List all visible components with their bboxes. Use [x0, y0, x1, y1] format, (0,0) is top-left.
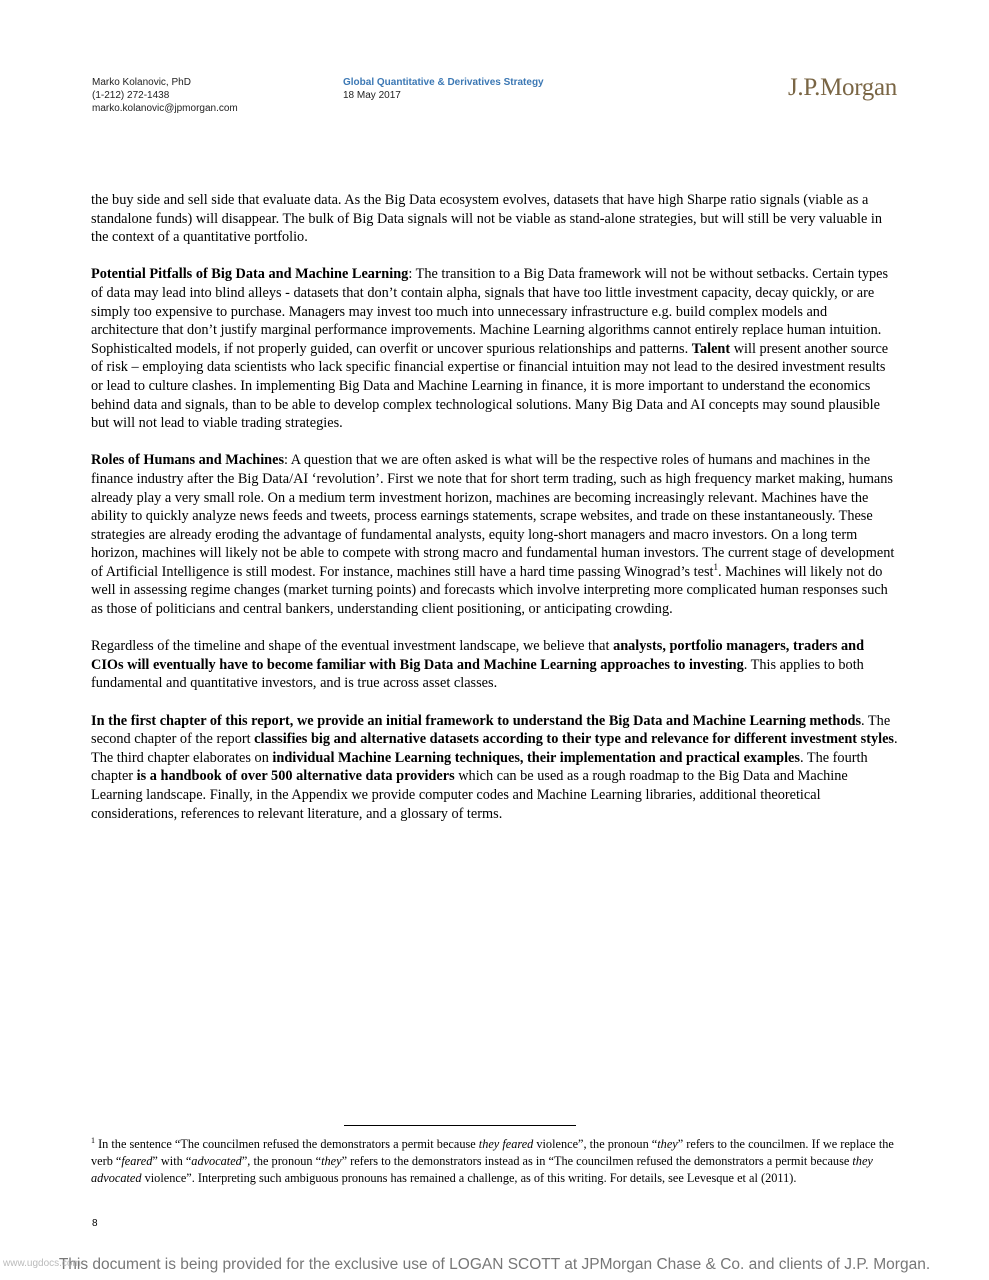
roles-heading: Roles of Humans and Machines: [91, 452, 285, 469]
page-number: 8: [92, 1218, 98, 1229]
paragraph-chapters: In the first chapter of this report, we provide an initial framework to understand the Big Data and Machine Learning methods. The second chapter of the report classifies big and alternative datasets according to their type and relevance for different investment styles. The third chapter elaborates on individual Machine Learning techniques, their implementation and practical examples. The fourth chapter is a handbook of over 500 alternative data providers which can be used as a rough roadmap to the Big Data and Machine Learning landscape. Finally, in the Appendix we provide computer codes and Machine Learning libraries, additional theoretical considerations, references to relevant literature, and a glossary of terms.: [91, 712, 898, 822]
body-text: [91, 191, 898, 842]
author-block: [92, 76, 238, 115]
usage-disclaimer: This document is being provided for the exclusive use of LOGAN SCOTT at JPMorgan Chase & Co. and clients of J.P. Morgan.: [58, 1256, 931, 1273]
footnote-divider: [344, 1125, 576, 1126]
author-name: Marko Kolanovic, PhD: [92, 77, 191, 88]
author-email: marko.kolanovic@jpmorgan.com: [92, 103, 238, 114]
paragraph-1: the buy side and sell side that evaluate data. As the Big Data ecosystem evolves, datasets that have high Sharpe ratio signals (viable as a standalone funds) will disappear. The bulk of Big Data signals will not be viable as stand-alone strategies, but will still be very valuable in the context of a quantitative portfolio.: [91, 192, 883, 246]
strategy-block: [343, 76, 544, 102]
page-header: [92, 76, 897, 126]
paragraph-timeline: Regardless of the timeline and shape of the eventual investment landscape, we believe that analysts, portfolio managers, traders and CIOs will eventually have to become familiar with Big Data and Machine Learning approaches to investing. This applies to both fundamental and quantitative investors, and is true across asset classes.: [91, 638, 865, 692]
footnote-ref[interactable]: 1: [713, 562, 719, 573]
footnote-number: 1: [91, 1135, 95, 1145]
paragraph-roles: Roles of Humans and Machines: A question that we are often asked is what will be the respective roles of humans and machines in the finance industry after the Big Data/AI ‘revolution’. First we note that for short term trading, such as high frequency market making, humans already play a very small role. On a medium term investment horizon, machines are becoming increasingly relevant. Machines have the ability to quickly analyze news feeds and tweets, process earnings statements, scrape websites, and trade on these instantaneously. These strategies are already eroding the advantage of fundamental analysts, equity long-short managers and macro investors. On a long term horizon, machines will likely not be able to compete with strong macro and fundamental human investors. The current stage of development of Artificial Intelligence is still modest. For instance, machines still have a hard time passing Winograd’s test$^1$. Machines will likely not do well in assessing regime changes (market turning points) and forecasts which involve interpreting more complicated human responses such as those of politicians and central bankers, understanding client positioning, or anticipating crowding.: [91, 452, 895, 618]
department-title: Global Quantitative & Derivatives Strategy: [343, 77, 544, 88]
jpmorgan-logo: J.P.Morgan: [787, 74, 897, 101]
footnote: $^1$ In the sentence “The councilmen refused the demonstrators a permit because they feared violence”, the pronoun “they” refers to the councilmen. If we replace the verb “feared” with “advocated”, the pronoun “they” refers to the demonstrators instead as in “The councilmen refused the demonstrators a permit because they advocated violence”. Interpreting such ambiguous pronouns has remained a challenge, as of this writing. For details, see Levesque et al (2011).: [91, 1135, 894, 1185]
report-date: 18 May 2017: [343, 90, 401, 101]
pitfalls-heading: Potential Pitfalls of Big Data and Machine Learning: [91, 266, 409, 283]
talent-keyword: Talent: [691, 340, 731, 357]
author-phone: (1-212) 272-1438: [92, 90, 170, 101]
paragraph-pitfalls: Potential Pitfalls of Big Data and Machine Learning: The transition to a Big Data framework will not be without setbacks. Certain types of data may lead into blind alleys - datasets that don’t contain alpha, signals that have too little investment capacity, decay quickly, or are simply too expensive to purchase. Managers may invest too much into unnecessary infrastructure e.g. build complex models and architecture that don’t justify marginal performance improvements. Machine Learning algorithms cannot entirely replace human intuition. Sophisticalted models, if not properly guided, can overfit or uncover spurious relationships and patterns. Talent will present another source of risk – employing data scientists who lack specific financial expertise or financial intuition may not lead to the desired investment results or lead to culture clashes. In implementing Big Data and Machine Learning in finance, it is more important to understand the economics behind data and signals, than to be able to develop complex technological solutions. Many Big Data and AI concepts may sound plausible but will not lead to viable trading strategies.: [91, 266, 889, 432]
site-watermark: www.ugdocs.com: [3, 1258, 81, 1269]
